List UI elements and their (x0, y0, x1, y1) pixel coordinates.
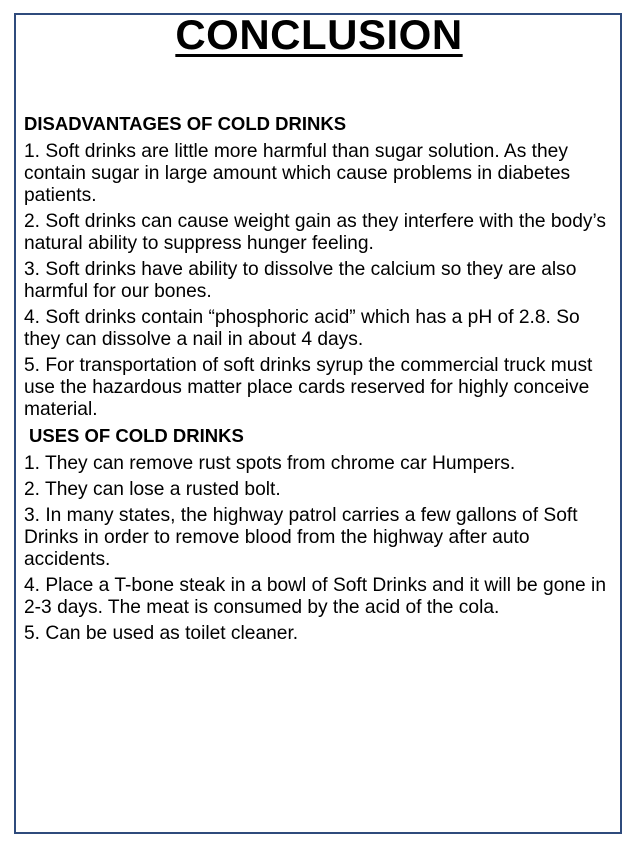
uses-heading: USES OF COLD DRINKS (29, 425, 244, 446)
disadvantages-heading: DISADVANTAGES OF COLD DRINKS (24, 113, 347, 134)
use-item-3: 3. In many states, the highway patrol carries a few gallons of Soft Drinks in order to remove blood from the highway after auto accidents. (24, 505, 578, 570)
disadvantage-item-1: 1. Soft drinks are little more harmful than sugar solution. As they contain sugar in large amount which cause problems in diabetes patients. (24, 141, 571, 206)
page-title-text: CONCLUSION (175, 11, 463, 58)
disadvantage-item-5: 5. For transportation of soft drinks syrup the commercial truck must use the hazardous matter place cards reserved for highly conceive material. (24, 355, 593, 420)
use-item-4: 4. Place a T-bone steak in a bowl of Soft Drinks and it will be gone in 2-3 days. The meat is consumed by the acid of the cola. (24, 575, 606, 618)
disadvantage-item-3: 3. Soft drinks have ability to dissolve the calcium so they are also harmful for our bones. (24, 259, 577, 302)
disadvantage-item-4: 4. Soft drinks contain “phosphoric acid” which has a pH of 2.8. So they can dissolve a nail in about 4 days. (24, 307, 580, 350)
page-title (0, 11, 638, 58)
disadvantage-item-2: 2. Soft drinks can cause weight gain as they interfere with the body’s natural ability to suppress hunger feeling. (24, 211, 606, 254)
use-item-1: 1. They can remove rust spots from chrome car Humpers. (24, 453, 516, 474)
use-item-5: 5. Can be used as toilet cleaner. (24, 623, 299, 644)
slide-content (24, 113, 620, 649)
use-item-2: 2. They can lose a rusted bolt. (24, 479, 281, 500)
